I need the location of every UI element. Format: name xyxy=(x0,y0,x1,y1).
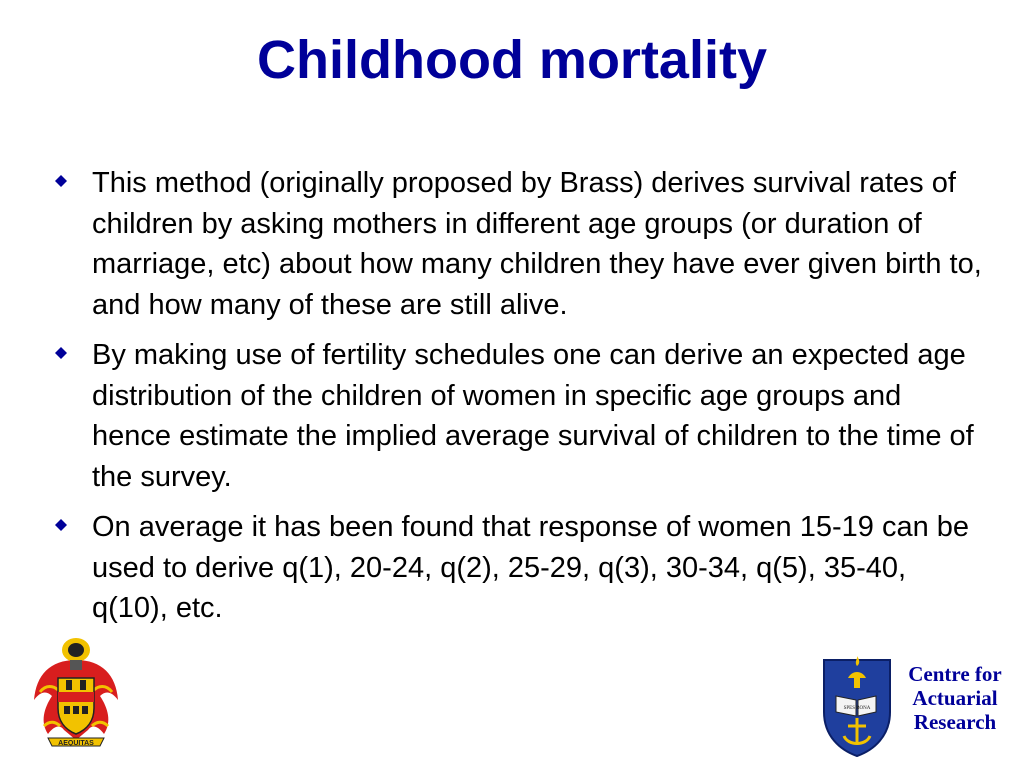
centre-label-line: Centre for xyxy=(908,662,1002,686)
shield-book-text: SPES BONA xyxy=(843,706,871,711)
centre-label-line: Research xyxy=(913,710,997,734)
bullet-list xyxy=(0,163,1024,639)
university-shield-icon xyxy=(818,656,896,758)
bullet-item xyxy=(0,335,1024,497)
diamond-bullet-icon xyxy=(55,175,67,187)
bullet-text: This method (originally proposed by Brass) derives survival rates of children by asking mothers in different age groups (or duration of marriage, etc) about how many children they have ever given birth to, and how many of these are still alive. xyxy=(92,167,982,321)
bullet-text: On average it has been found that response of women 15-19 can be used to derive q(1), 20-24, q(2), 25-29, q(3), 30-34, q(5), 35-40, q(10), etc. xyxy=(92,511,970,624)
bullet-item xyxy=(0,163,1024,325)
bullet-item xyxy=(0,507,1024,629)
crest-motto: AEQUITAS xyxy=(58,740,94,747)
slide-title: Childhood mortality xyxy=(257,30,767,90)
university-crest-icon xyxy=(30,630,122,748)
centre-label-line: Actuarial xyxy=(912,686,998,710)
diamond-bullet-icon xyxy=(55,347,67,359)
bullet-text: By making use of fertility schedules one can derive an expected age distribution of the children of women in specific age groups and hence estimate the implied average survival of children to the time of the survey. xyxy=(92,339,974,493)
diamond-bullet-icon xyxy=(55,519,67,531)
centre-for-actuarial-research-label xyxy=(897,662,1013,734)
